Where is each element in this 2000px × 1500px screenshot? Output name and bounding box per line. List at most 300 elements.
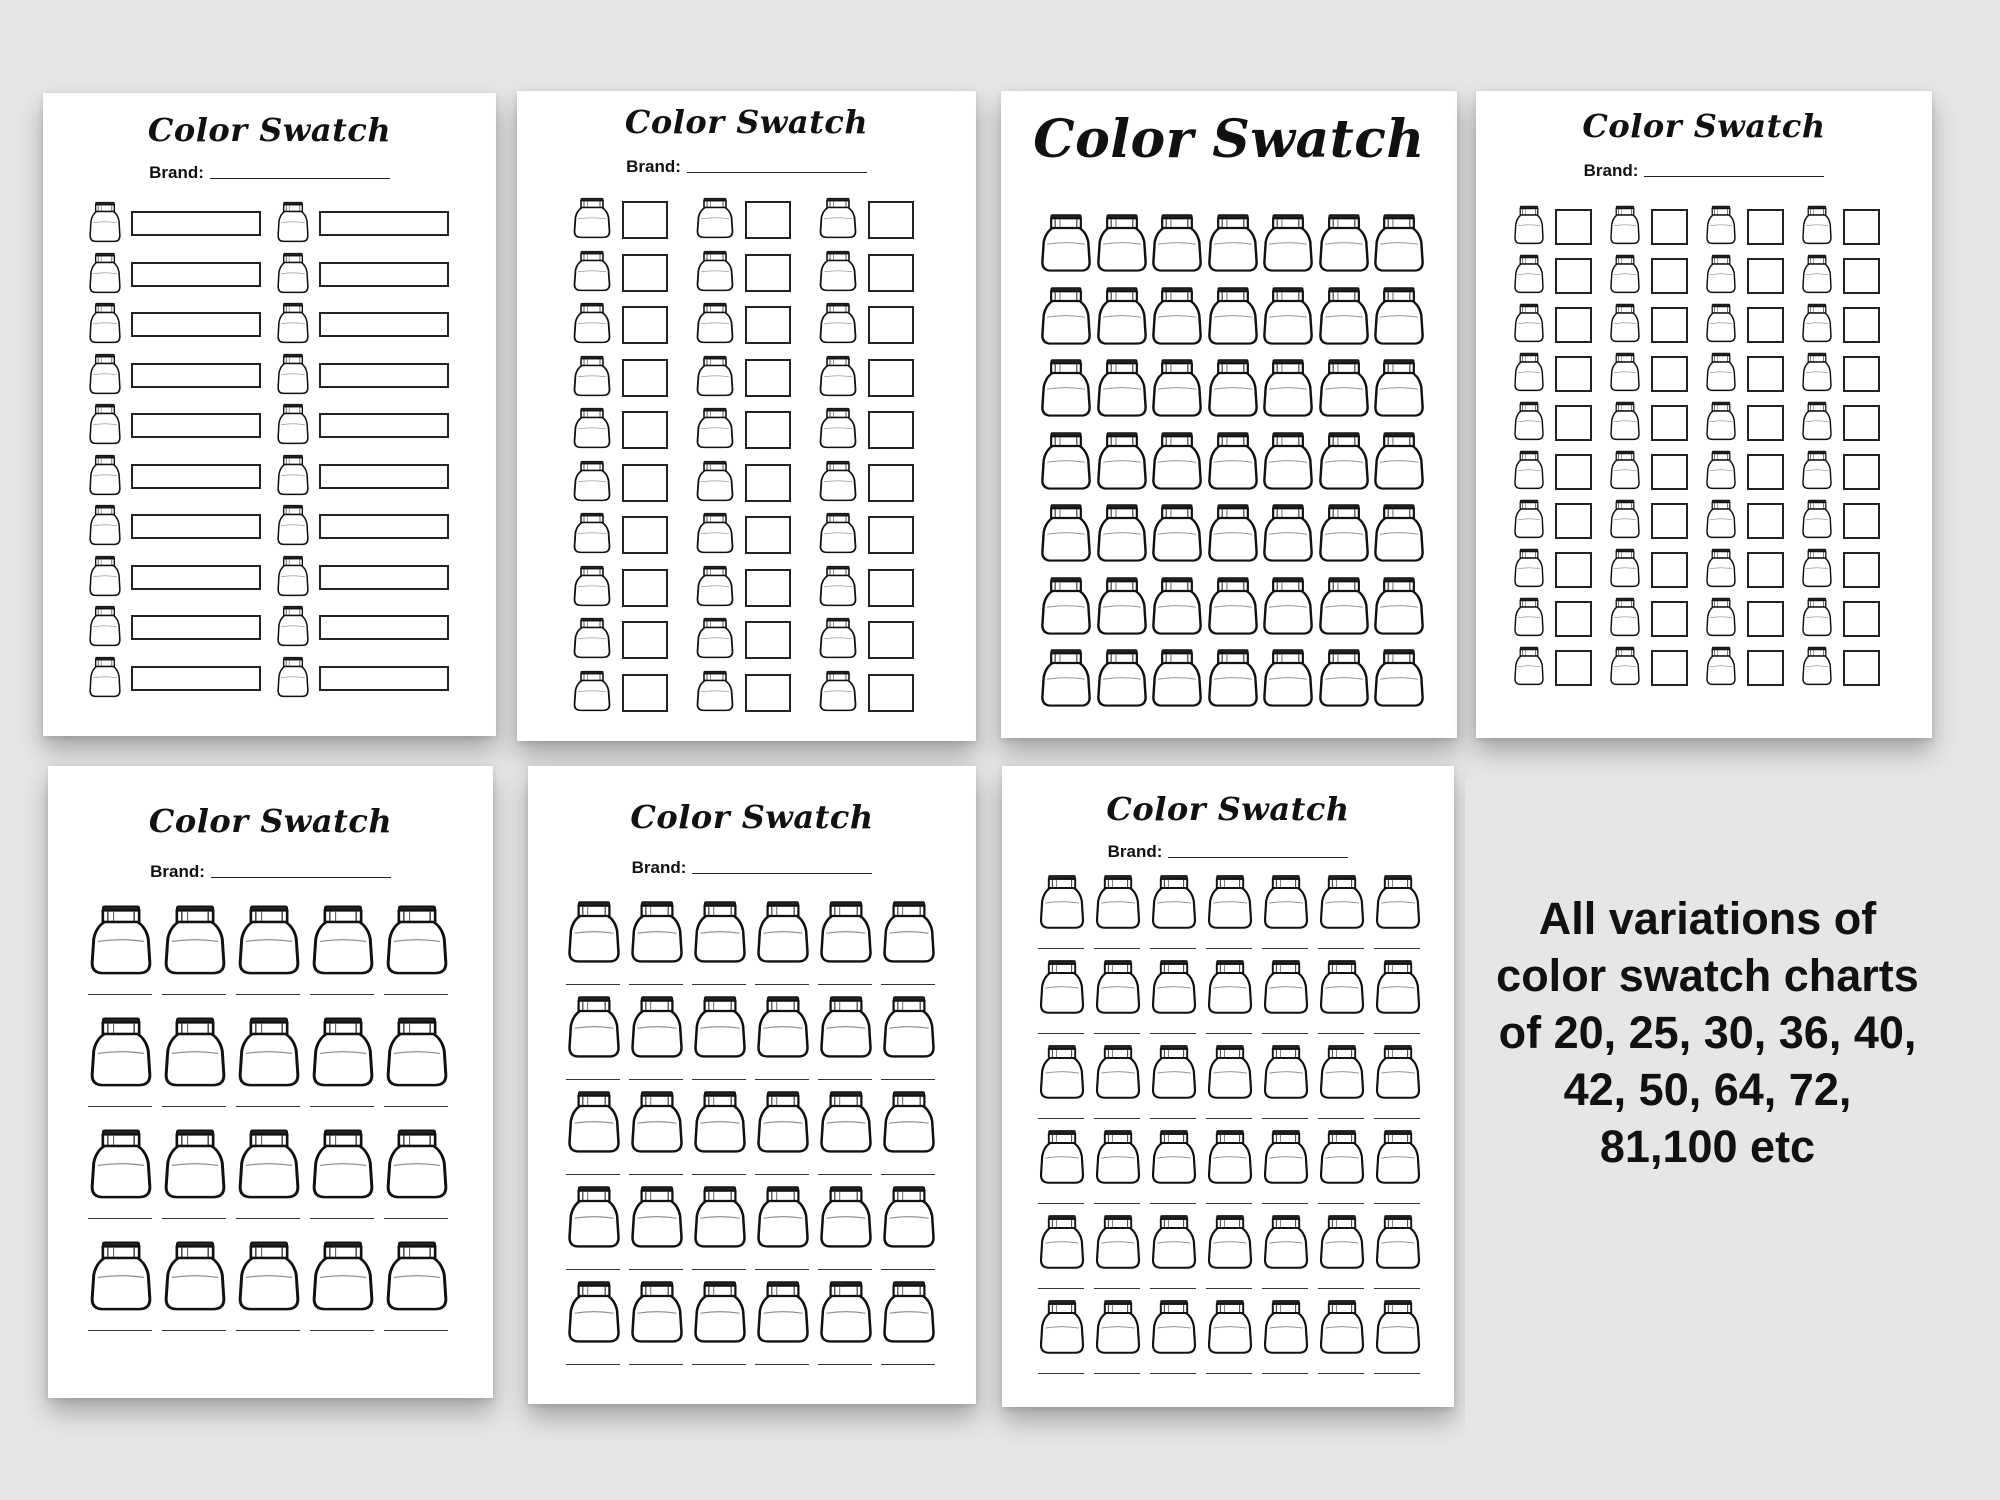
swatch-name-line[interactable] [1038,1118,1084,1119]
swatch-box[interactable] [1747,405,1784,441]
ink-jar-icon [1261,431,1315,491]
ink-jar-icon [1513,401,1545,441]
swatch-name-line[interactable] [755,1079,809,1080]
swatch-name-line[interactable] [881,1079,935,1080]
swatch-name-line[interactable] [629,1174,683,1175]
swatch-name-line[interactable] [1094,1033,1140,1034]
ink-jar-icon [276,252,310,294]
swatch-box[interactable] [622,516,668,554]
swatch-box[interactable] [1651,258,1688,294]
swatch-name-line[interactable] [1094,1288,1140,1289]
ink-jar-icon [881,995,937,1059]
ink-jar-icon [384,1128,450,1200]
swatch-name-line[interactable] [1206,948,1252,949]
ink-jar-icon [1150,576,1204,636]
swatch-box[interactable] [622,359,668,397]
swatch-name-line[interactable] [755,1364,809,1365]
swatch-name-line[interactable] [236,1106,300,1107]
swatch-box[interactable] [1555,601,1592,637]
ink-jar-icon [695,197,735,239]
swatch-box[interactable] [1843,650,1880,686]
ink-jar-icon [1150,358,1204,418]
ink-jar-icon [384,1016,450,1088]
ink-jar-icon [629,1280,685,1344]
ink-jar-icon [162,1240,228,1312]
ink-jar-icon [1318,1299,1366,1355]
swatch-box[interactable] [319,565,449,590]
swatch-box[interactable] [868,569,914,607]
swatch-name-line[interactable] [692,1079,746,1080]
swatch-box[interactable] [622,621,668,659]
brand-label: Brand: [149,163,204,182]
ink-jar-icon [88,1016,154,1088]
swatch-name-line[interactable] [1206,1203,1252,1204]
swatch-name-line[interactable] [818,1079,872,1080]
swatch-box[interactable] [131,312,261,337]
ink-jar-icon [276,555,310,597]
swatch-box[interactable] [319,312,449,337]
swatch-box[interactable] [622,464,668,502]
swatch-box[interactable] [319,514,449,539]
swatch-name-line[interactable] [384,1330,448,1331]
ink-jar-icon [818,1090,874,1154]
swatch-box[interactable] [131,464,261,489]
ink-jar-icon [1317,358,1371,418]
swatch-box[interactable] [1651,552,1688,588]
swatch-name-line[interactable] [1206,1373,1252,1374]
ink-jar-icon [88,302,122,344]
swatch-name-line[interactable] [1038,948,1084,949]
swatch-box[interactable] [1555,650,1592,686]
swatch-name-line[interactable] [162,994,226,995]
swatch-name-line[interactable] [310,1218,374,1219]
ink-jar-icon [755,900,811,964]
swatch-box[interactable] [1555,405,1592,441]
ink-jar-icon [1095,503,1149,563]
swatch-box[interactable] [1555,356,1592,392]
ink-jar-icon [572,617,612,659]
swatch-box[interactable] [868,674,914,712]
swatch-box[interactable] [1651,454,1688,490]
swatch-name-line[interactable] [88,1218,152,1219]
swatch-name-line[interactable] [236,1218,300,1219]
ink-jar-icon [1374,1214,1422,1270]
ink-jar-icon [1609,401,1641,441]
swatch-name-line[interactable] [88,1106,152,1107]
swatch-name-line[interactable] [1094,1118,1140,1119]
swatch-box[interactable] [1651,601,1688,637]
swatch-box[interactable] [745,359,791,397]
swatch-name-line[interactable] [162,1218,226,1219]
swatch-name-line[interactable] [1262,1118,1308,1119]
ink-jar-icon [695,355,735,397]
swatch-name-line[interactable] [692,984,746,985]
ink-jar-icon [1609,254,1641,294]
swatch-box[interactable] [745,569,791,607]
swatch-name-line[interactable] [1318,1033,1364,1034]
swatch-box[interactable] [1747,601,1784,637]
swatch-box[interactable] [1843,258,1880,294]
swatch-box[interactable] [868,464,914,502]
brand-label: Brand: [1583,161,1639,180]
ink-jar-icon [1038,1299,1086,1355]
swatch-name-line[interactable] [88,1330,152,1331]
swatch-name-line[interactable] [384,1106,448,1107]
swatch-name-line[interactable] [1318,1118,1364,1119]
swatch-name-line[interactable] [818,1364,872,1365]
swatch-box[interactable] [1843,503,1880,539]
swatch-name-line[interactable] [755,1269,809,1270]
swatch-name-line[interactable] [310,1330,374,1331]
ink-jar-icon [1609,646,1641,686]
ink-jar-icon [1262,959,1310,1015]
swatch-box[interactable] [1747,209,1784,245]
ink-jar-icon [818,1185,874,1249]
swatch-box[interactable] [1651,405,1688,441]
swatch-name-line[interactable] [1262,1288,1308,1289]
swatch-box[interactable] [319,413,449,438]
ink-jar-icon [1150,874,1198,930]
ink-jar-icon [1095,431,1149,491]
swatch-name-line[interactable] [1150,1288,1196,1289]
ink-jar-icon [572,355,612,397]
ink-jar-icon [1318,959,1366,1015]
swatch-box[interactable] [868,306,914,344]
swatch-name-line[interactable] [755,1174,809,1175]
swatch-name-line[interactable] [1094,948,1140,949]
swatch-box[interactable] [622,569,668,607]
swatch-name-line[interactable] [1318,1203,1364,1204]
swatch-name-line[interactable] [881,1364,935,1365]
ink-jar-icon [1317,286,1371,346]
promo-line-5: 81,100 etc [1599,1121,1816,1172]
swatch-name-line[interactable] [629,1364,683,1365]
swatch-box[interactable] [745,464,791,502]
swatch-name-line[interactable] [1206,1118,1252,1119]
ink-jar-icon [695,250,735,292]
swatch-name-line[interactable] [1150,1203,1196,1204]
brand-field [1476,161,1932,181]
swatch-name-line[interactable] [692,1269,746,1270]
swatch-name-line[interactable] [566,1079,620,1080]
swatch-box[interactable] [1555,503,1592,539]
ink-jar-icon [1095,286,1149,346]
swatch-box[interactable] [1843,601,1880,637]
swatch-name-line[interactable] [1094,1203,1140,1204]
ink-jar-icon [1150,1129,1198,1185]
ink-jar-icon [1094,959,1142,1015]
swatch-name-line[interactable] [755,984,809,985]
ink-jar-icon [755,1280,811,1344]
swatch-name-line[interactable] [384,1218,448,1219]
swatch-box[interactable] [1651,209,1688,245]
swatch-name-line[interactable] [692,1364,746,1365]
swatch-box[interactable] [1747,503,1784,539]
swatch-name-line[interactable] [1038,1203,1084,1204]
swatch-box[interactable] [319,211,449,236]
swatch-name-line[interactable] [1206,1288,1252,1289]
swatch-box[interactable] [1843,454,1880,490]
sheet-title: Color Swatch [630,798,874,836]
swatch-box[interactable] [1555,258,1592,294]
swatch-name-line[interactable] [1374,948,1420,949]
swatch-sheet-5 [48,766,493,1398]
ink-jar-icon [818,302,858,344]
swatch-box[interactable] [1747,650,1784,686]
ink-jar-icon [88,454,122,496]
swatch-name-line[interactable] [1206,1033,1252,1034]
ink-jar-icon [692,995,748,1059]
swatch-name-line[interactable] [881,984,935,985]
swatch-name-line[interactable] [1038,1033,1084,1034]
swatch-name-line[interactable] [629,1269,683,1270]
ink-jar-icon [695,512,735,554]
swatch-box[interactable] [1747,552,1784,588]
swatch-name-line[interactable] [88,994,152,995]
swatch-name-line[interactable] [1318,1288,1364,1289]
swatch-box[interactable] [1747,258,1784,294]
swatch-box[interactable] [131,363,261,388]
swatch-box[interactable] [1555,307,1592,343]
swatch-name-line[interactable] [1038,1288,1084,1289]
swatch-name-line[interactable] [1262,1033,1308,1034]
swatch-box[interactable] [745,516,791,554]
ink-jar-icon [1374,1044,1422,1100]
ink-jar-icon [1705,450,1737,490]
swatch-box[interactable] [131,211,261,236]
ink-jar-icon [1261,358,1315,418]
swatch-box[interactable] [1747,307,1784,343]
ink-jar-icon [310,904,376,976]
swatch-box[interactable] [622,306,668,344]
swatch-name-line[interactable] [692,1174,746,1175]
swatch-box[interactable] [745,254,791,292]
swatch-box[interactable] [868,516,914,554]
swatch-box[interactable] [131,666,261,691]
ink-jar-icon [881,1090,937,1154]
swatch-box[interactable] [622,411,668,449]
swatch-box[interactable] [1555,209,1592,245]
ink-jar-icon [1150,213,1204,273]
ink-jar-icon [276,302,310,344]
swatch-sheet-1 [43,93,496,736]
ink-jar-icon [1372,286,1426,346]
swatch-box[interactable] [319,363,449,388]
brand-line [1168,856,1348,858]
swatch-name-line[interactable] [236,994,300,995]
swatch-box[interactable] [868,359,914,397]
swatch-box[interactable] [1843,552,1880,588]
swatch-box[interactable] [1843,209,1880,245]
ink-jar-icon [276,656,310,698]
swatch-name-line[interactable] [818,1174,872,1175]
swatch-box[interactable] [622,201,668,239]
ink-jar-icon [1261,648,1315,708]
swatch-box[interactable] [1843,307,1880,343]
swatch-box[interactable] [622,674,668,712]
swatch-name-line[interactable] [1262,1373,1308,1374]
swatch-name-line[interactable] [1374,1203,1420,1204]
ink-jar-icon [818,197,858,239]
brand-field [517,157,976,177]
ink-jar-icon [1206,503,1260,563]
swatch-box[interactable] [1651,356,1688,392]
ink-jar-icon [1206,358,1260,418]
ink-jar-icon [276,504,310,546]
swatch-box[interactable] [745,411,791,449]
ink-jar-icon [310,1128,376,1200]
ink-jar-icon [276,403,310,445]
swatch-name-line[interactable] [566,1364,620,1365]
ink-jar-icon [162,1128,228,1200]
swatch-name-line[interactable] [1374,1118,1420,1119]
swatch-box[interactable] [745,306,791,344]
swatch-box[interactable] [1651,307,1688,343]
swatch-box[interactable] [868,254,914,292]
ink-jar-icon [1095,358,1149,418]
ink-jar-icon [818,995,874,1059]
ink-jar-icon [310,1240,376,1312]
swatch-box[interactable] [745,201,791,239]
swatch-box[interactable] [745,674,791,712]
swatch-name-line[interactable] [1150,1033,1196,1034]
swatch-box[interactable] [1747,454,1784,490]
ink-jar-icon [236,1128,302,1200]
ink-jar-icon [1609,352,1641,392]
swatch-box[interactable] [1555,454,1592,490]
swatch-box[interactable] [1843,405,1880,441]
ink-jar-icon [1150,648,1204,708]
swatch-name-line[interactable] [162,1330,226,1331]
ink-jar-icon [1801,450,1833,490]
ink-jar-icon [88,504,122,546]
ink-jar-icon [1372,213,1426,273]
ink-jar-icon [1261,576,1315,636]
ink-jar-icon [1261,503,1315,563]
ink-jar-icon [1609,597,1641,637]
swatch-name-line[interactable] [1094,1373,1140,1374]
swatch-box[interactable] [868,201,914,239]
brand-label: Brand: [150,862,205,881]
ink-jar-icon [88,1240,154,1312]
swatch-name-line[interactable] [1150,1373,1196,1374]
ink-jar-icon [755,1090,811,1154]
ink-jar-icon [1372,648,1426,708]
ink-jar-icon [1094,1214,1142,1270]
swatch-name-line[interactable] [162,1106,226,1107]
ink-jar-icon [818,250,858,292]
swatch-box[interactable] [131,413,261,438]
swatch-box[interactable] [131,262,261,287]
ink-jar-icon [1318,874,1366,930]
swatch-name-line[interactable] [1262,1203,1308,1204]
sheet-title: Color Swatch [1582,107,1826,145]
swatch-box[interactable] [745,621,791,659]
swatch-name-line[interactable] [1150,948,1196,949]
swatch-box[interactable] [868,411,914,449]
ink-jar-icon [1372,431,1426,491]
swatch-name-line[interactable] [1038,1373,1084,1374]
ink-jar-icon [1094,1129,1142,1185]
swatch-box[interactable] [1651,503,1688,539]
ink-jar-icon [1705,352,1737,392]
swatch-name-line[interactable] [629,1079,683,1080]
swatch-box[interactable] [1651,650,1688,686]
brand-field [528,858,976,878]
ink-jar-icon [88,605,122,647]
swatch-name-line[interactable] [236,1330,300,1331]
ink-jar-icon [310,1016,376,1088]
promo-text [1465,890,1950,1175]
swatch-name-line[interactable] [310,1106,374,1107]
swatch-box[interactable] [319,464,449,489]
swatch-name-line[interactable] [1374,1033,1420,1034]
swatch-box[interactable] [1555,552,1592,588]
ink-jar-icon [1513,499,1545,539]
ink-jar-icon [1039,358,1093,418]
swatch-name-line[interactable] [1150,1118,1196,1119]
swatch-name-line[interactable] [384,994,448,995]
sheet-title: Color Swatch [148,802,393,840]
swatch-name-line[interactable] [566,984,620,985]
ink-jar-icon [1262,1129,1310,1185]
brand-line [687,171,867,173]
promo-line-2: color swatch charts [1496,950,1919,1001]
promo-panel [1465,780,1950,1430]
swatch-box[interactable] [622,254,668,292]
ink-jar-icon [1095,213,1149,273]
swatch-name-line[interactable] [1262,948,1308,949]
ink-jar-icon [1039,213,1093,273]
swatch-box[interactable] [319,666,449,691]
swatch-box[interactable] [131,615,261,640]
ink-jar-icon [755,995,811,1059]
swatch-name-line[interactable] [881,1269,935,1270]
swatch-name-line[interactable] [629,984,683,985]
ink-jar-icon [1705,254,1737,294]
swatch-name-line[interactable] [818,984,872,985]
swatch-name-line[interactable] [566,1174,620,1175]
ink-jar-icon [88,403,122,445]
swatch-box[interactable] [131,565,261,590]
swatch-box[interactable] [1843,356,1880,392]
swatch-box[interactable] [131,514,261,539]
swatch-box[interactable] [319,615,449,640]
swatch-name-line[interactable] [1318,948,1364,949]
ink-jar-icon [1705,205,1737,245]
ink-jar-icon [1705,401,1737,441]
ink-jar-icon [1705,499,1737,539]
swatch-name-line[interactable] [310,994,374,995]
swatch-name-line[interactable] [1374,1373,1420,1374]
swatch-name-line[interactable] [1318,1373,1364,1374]
ink-jar-icon [1150,1044,1198,1100]
ink-jar-icon [1513,450,1545,490]
swatch-name-line[interactable] [818,1269,872,1270]
swatch-box[interactable] [868,621,914,659]
ink-jar-icon [1609,499,1641,539]
swatch-box[interactable] [1747,356,1784,392]
swatch-box[interactable] [319,262,449,287]
ink-jar-icon [1206,1129,1254,1185]
ink-jar-icon [1801,401,1833,441]
ink-jar-icon [1039,576,1093,636]
swatch-name-line[interactable] [881,1174,935,1175]
ink-jar-icon [1705,303,1737,343]
swatch-name-line[interactable] [566,1269,620,1270]
brand-field [43,163,496,183]
swatch-name-line[interactable] [1374,1288,1420,1289]
